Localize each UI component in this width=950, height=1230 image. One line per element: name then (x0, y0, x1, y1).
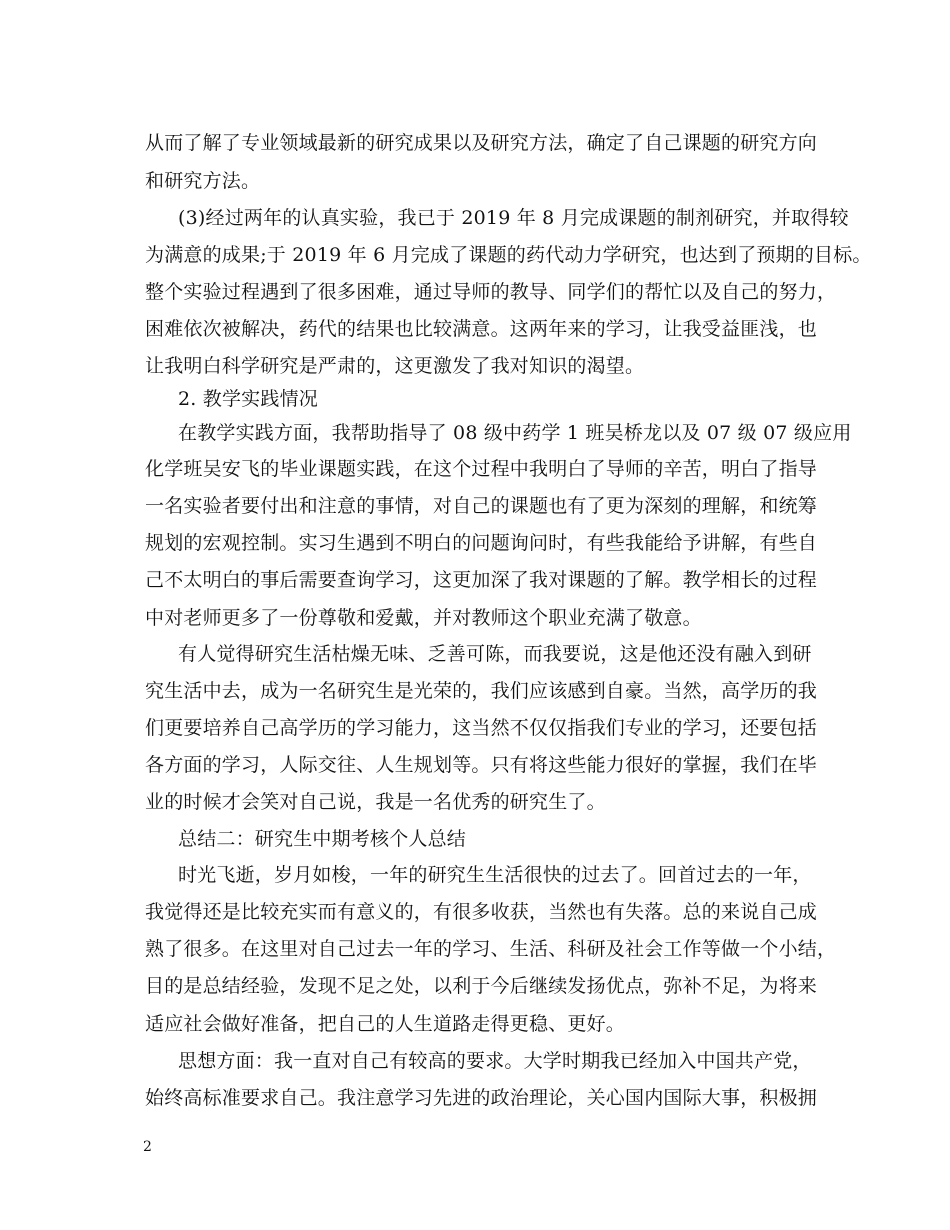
text-line: 困难依次被解决，药代的结果也比较满意。这两年来的学习，让我受益匪浅，也 (145, 318, 818, 340)
text-line: 适应社会做好准备，把自己的人生道路走得更稳、更好。 (145, 1013, 626, 1035)
text-line: 在教学实践方面，我帮助指导了 08 级中药学 1 班吴桥龙以及 07 级 07 级应用 (178, 422, 852, 444)
text-line: 从而了解了专业领域最新的研究成果以及研究方法，确定了自己课题的研究方向 (145, 132, 818, 154)
section-heading: 2. 教学实践情况 (178, 388, 318, 410)
text-line: 思想方面：我一直对自己有较高的要求。大学时期我已经加入中国共产党， (178, 1050, 812, 1072)
section-heading: 总结二：研究生中期考核个人总结 (178, 828, 467, 850)
text-line: 规划的宏观控制。实习生遇到不明白的问题询问时，有些我能给予讲解，有些自 (145, 532, 818, 554)
text-line: 和研究方法。 (145, 170, 261, 192)
text-line: 让我明白科学研究是严肃的，这更激发了我对知识的渴望。 (145, 355, 645, 377)
text-line: 化学班吴安飞的毕业课题实践，在这个过程中我明白了导师的辛苦，明白了指导 (145, 458, 818, 480)
text-line: 有人觉得研究生活枯燥无味、乏善可陈，而我要说，这是他还没有融入到研 (178, 643, 812, 665)
text-line: 各方面的学习，人际交往、人生规划等。只有将这些能力很好的掌握，我们在毕 (145, 754, 818, 776)
page-number: 2 (143, 1139, 152, 1155)
text-line: 时光飞逝，岁月如梭，一年的研究生生活很快的过去了。回首过去的一年， (178, 864, 812, 886)
text-line: (3)经过两年的认真实验，我已于 2019 年 8 月完成课题的制剂研究，并取得较 (178, 207, 849, 229)
text-line: 整个实验过程遇到了很多困难，通过导师的教导、同学们的帮忙以及自己的努力， (145, 281, 837, 303)
text-line: 熟了很多。在这里对自己过去一年的学习、生活、科研及社会工作等做一个小结， (145, 938, 837, 960)
text-line: 中对老师更多了一份尊敬和爱戴，并对教师这个职业充满了敬意。 (145, 607, 702, 629)
text-line: 我觉得还是比较充实而有意义的，有很多收获，当然也有失落。总的来说自己成 (145, 901, 818, 923)
text-line: 始终高标准要求自己。我注意学习先进的政治理论，关心国内国际大事，积极拥 (145, 1087, 818, 1109)
text-line: 为满意的成果;于 2019 年 6 月完成了课题的药代动力学研究，也达到了预期的目标。 (145, 244, 872, 266)
text-line: 己不太明白的事后需要查询学习，这更加深了我对课题的了解。教学相长的过程 (145, 569, 818, 591)
text-line: 们更要培养自己高学历的学习能力，这当然不仅仅指我们专业的学习，还要包括 (145, 717, 818, 739)
text-line: 业的时候才会笑对自己说，我是一名优秀的研究生了。 (145, 791, 606, 813)
text-line: 一名实验者要付出和注意的事情，对自己的课题也有了更为深刻的理解，和统筹 (145, 495, 818, 517)
text-line: 目的是总结经验，发现不足之处，以利于今后继续发扬优点，弥补不足，为将来 (145, 975, 818, 997)
text-line: 究生活中去，成为一名研究生是光荣的，我们应该感到自豪。当然，高学历的我 (145, 680, 818, 702)
